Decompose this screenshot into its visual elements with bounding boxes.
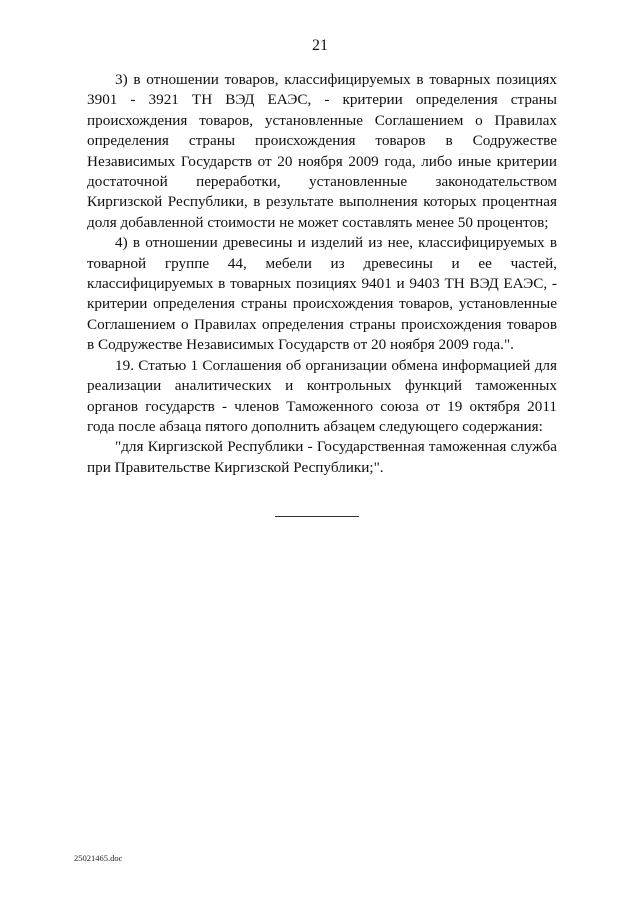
paragraph-article-19: 19. Статью 1 Соглашения об организации обмена информацией для реализации аналитических и контрольных функций таможенных органов государств - членов Таможенного союза от 19 октября 2011 года после абзаца пятого дополнить абзацем следующего содержания: bbox=[87, 356, 557, 435]
end-separator-line bbox=[275, 516, 359, 517]
document-body bbox=[87, 70, 557, 478]
paragraph-quoted-addition: "для Киргизской Республики - Государственная таможенная служба при Правительстве Киргизской Республики;". bbox=[87, 438, 557, 476]
paragraph-item-4: 4) в отношении древесины и изделий из нее, классифицируемых в товарной группе 44, мебели из древесины и ее частей, классифицируемых в товарных позициях 9401 и 9403 ТН ВЭД ЕАЭС, - критерии определения страны происхождения товаров, установленные Соглашением о Правилах определения страны происхождения товаров в Содружестве Независимых Государств от 20 ноября 2009 года.". bbox=[87, 234, 557, 354]
paragraph-item-3: 3) в отношении товаров, классифицируемых в товарных позициях 3901 - 3921 ТН ВЭД ЕАЭС, - критерии определения страны происхождения товаров, установленные Соглашением о Правилах определения страны происхождения товаров в Содружестве Независимых Государств от 20 ноября 2009 года, либо иные критерии достаточной переработки, установленные законодательством Киргизской Республики, в результате выполнения которых процентная доля добавленной стоимости не может составлять менее 50 процентов; bbox=[87, 71, 557, 231]
footer-filename: 25021465.doc bbox=[74, 853, 123, 863]
page-number: 21 bbox=[312, 37, 328, 54]
